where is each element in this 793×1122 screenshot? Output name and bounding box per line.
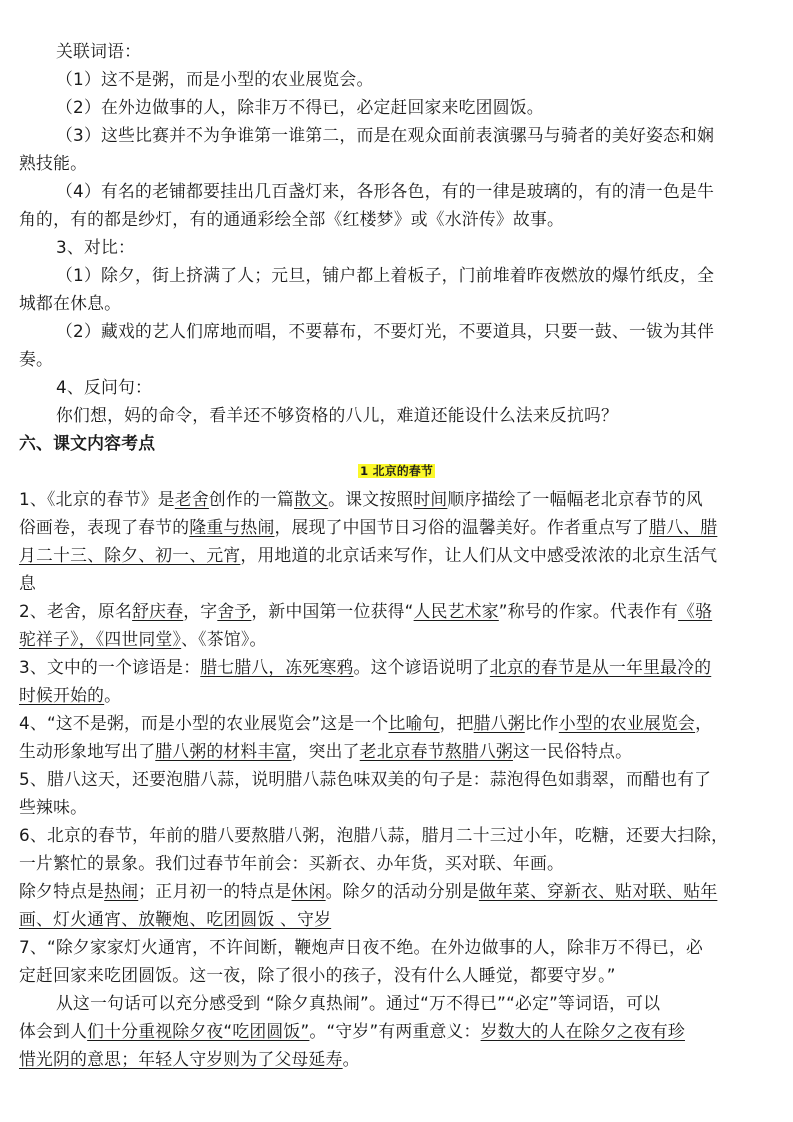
contrast-1-cont [19, 292, 121, 314]
text-segment: （1）这不是粥，而是小型的农业展览会。 [56, 69, 374, 89]
text-segment: 关联词语： [56, 41, 142, 61]
text-segment: ；正月初一的特点是 [138, 881, 292, 901]
underlined-phrase: 岁数大的人在除夕之夜有珍 [480, 1021, 685, 1041]
text-segment: （1）除夕，街上挤满了人；元旦，铺户都上着板子，门前堆着昨夜燃放的爆竹纸皮，全 [56, 265, 715, 285]
point-1-cont [19, 516, 717, 538]
text-segment: 、《茶馆》。 [181, 629, 267, 649]
point-5-cont [19, 796, 87, 818]
contrast-1 [56, 264, 714, 286]
heading-conjunctions [56, 40, 141, 62]
point-5 [19, 768, 711, 790]
contrast-2 [56, 320, 714, 342]
point-2-cont [19, 628, 267, 650]
text-segment: 生动形象地写出了 [19, 741, 156, 761]
text-segment: 俗画卷，表现了春节的 [19, 517, 190, 537]
underlined-phrase: 人民艺术家 [413, 601, 499, 621]
text-segment: ，新中国第一位获得“ [251, 601, 414, 621]
sentence-4-cont [19, 208, 564, 230]
point-6-features [19, 880, 717, 902]
sentence-4 [56, 180, 714, 202]
point-3 [19, 656, 711, 678]
underlined-phrase: 舒庆春 [132, 601, 184, 621]
underlined-phrase: 隆重与热闹 [189, 517, 275, 537]
point-1-cont3 [19, 572, 36, 594]
lesson-title-highlight [358, 464, 435, 478]
text-segment: 3、文中的一个谚语是： [19, 657, 201, 677]
text-segment: 顺序描绘了一幅幅老北京春节的风 [447, 489, 703, 509]
underlined-phrase: 腊八粥 [473, 713, 525, 733]
text-segment: 。除夕的活动分别是 [325, 881, 479, 901]
lesson-title [0, 460, 793, 482]
underlined-phrase: 时间 [413, 489, 448, 509]
underlined-phrase: 比喻句 [388, 713, 440, 733]
point-4 [19, 712, 712, 734]
text-segment: 2、老舍，原名 [19, 601, 133, 621]
point-7 [19, 936, 703, 958]
underlined-phrase: 老北京春节熬腊八粥 [359, 741, 513, 761]
sentence-2 [56, 96, 544, 118]
section-heading [19, 432, 155, 454]
heading-rhetorical-question [56, 376, 152, 398]
text-segment: 。课文按照 [328, 489, 414, 509]
sentence-3 [56, 124, 714, 146]
point-2 [19, 600, 712, 622]
text-segment: 。 [342, 1049, 360, 1069]
point-7-analysis-cont [19, 1020, 685, 1042]
text-segment: 4、反问句： [56, 377, 153, 397]
text-segment: 奏。 [19, 349, 54, 369]
underlined-phrase: 小型的农业展览会 [558, 713, 696, 733]
text-segment: ，用地道的北京话来写作，让人们从文中感受浓浓的北京生活气 [240, 545, 718, 565]
text-segment: 4、“这不是粥，而是小型的农业展览会”这是一个 [19, 713, 389, 733]
point-4-cont [19, 740, 632, 762]
underlined-phrase: 北京的春节是从一年里最冷的 [489, 657, 712, 677]
text-segment: ，突出了 [291, 741, 360, 761]
text-segment: ，把 [439, 713, 474, 733]
underlined-phrase: 散文 [294, 489, 329, 509]
text-segment: 。 [104, 685, 122, 705]
underlined-phrase: 热闹 [104, 881, 139, 901]
rhetorical-question [56, 404, 618, 426]
text-segment: 1 北京的春节 [359, 464, 434, 478]
underlined-phrase: 们十分重视除夕夜“吃团圆饭” [87, 1021, 310, 1041]
text-segment: （2）在外边做事的人，除非万不得已，必定赶回家来吃团圆饭。 [56, 97, 544, 117]
text-segment: 你们想，妈的命令，看羊还不够资格的八儿，难道还能设什么法来反抗吗？ [56, 405, 619, 425]
underlined-phrase: 休闲 [291, 881, 326, 901]
text-segment: 3、对比： [56, 237, 136, 257]
text-segment: 这一民俗特点。 [512, 741, 633, 761]
underlined-phrase: 月二十三、除夕、初一、元宵 [19, 545, 241, 565]
underlined-phrase: 老舍 [174, 489, 209, 509]
text-segment: 。这个谚语说明了 [353, 657, 490, 677]
point-6 [19, 824, 728, 846]
heading-contrast [56, 236, 135, 258]
underlined-phrase: 腊七腊八，冻死寒鸦 [200, 657, 354, 677]
text-segment: 创作的一篇 [208, 489, 295, 509]
text-segment: 比作 [524, 713, 559, 733]
text-segment: 5、腊八这天，还要泡腊八蒜，说明腊八蒜色味双美的句子是：蒜泡得色如翡翠，而醋也有了 [19, 769, 712, 789]
text-segment: 六、课文内容考点 [19, 433, 156, 453]
text-segment: 1、《北京的春节》是 [19, 489, 175, 509]
underlined-phrase: 驼祥子》，《四世同堂》 [19, 629, 182, 649]
text-segment: 角的，有的都是纱灯，有的通通彩绘全部《红楼梦》或《水浒传》故事。 [19, 209, 565, 229]
underlined-phrase: 画、灯火通宵、放鞭炮、吃团圆饭 、守岁 [19, 909, 332, 929]
point-7-analysis [56, 992, 660, 1014]
text-segment: ，展现了中国节日习俗的温馨美好。作者重点写了 [274, 517, 650, 537]
text-segment: ， [695, 713, 713, 733]
text-segment: （4）有名的老铺都要挂出几百盏灯来，各形各色，有的一律是玻璃的，有的清一色是牛 [56, 181, 715, 201]
contrast-2-cont [19, 348, 53, 370]
point-6-cont [19, 852, 564, 874]
text-segment: 城都在休息。 [19, 293, 122, 313]
sentence-3-cont [19, 152, 87, 174]
point-6-features-cont [19, 908, 331, 930]
text-segment: 。“守岁”有两重意义： [309, 1021, 481, 1041]
text-segment: 从这一句话可以充分感受到 “除夕真热闹”。通过“万不得已”“必定”等词语，可以 [56, 993, 661, 1013]
text-segment: 些辣味。 [19, 797, 88, 817]
text-segment: 一片繁忙的景象。我们过春节年前会：买新衣、办年货，买对联、年画。 [19, 853, 565, 873]
text-segment: 息 [19, 573, 37, 593]
text-segment: 7、“除夕家家灯火通宵，不许间断，鞭炮声日夜不绝。在外边做事的人，除非万不得已，必 [19, 937, 704, 957]
underlined-phrase: 舍予 [217, 601, 252, 621]
text-segment: （3）这些比赛并不为争谁第一谁第二，而是在观众面前表演骡马与骑者的美好姿态和娴 [56, 125, 715, 145]
text-segment: 体会到人 [19, 1021, 88, 1041]
text-segment: 定赶回家来吃团圆饭。这一夜，除了很小的孩子，没有什么人睡觉，都要守岁。” [19, 965, 616, 985]
underlined-phrase: 腊八、腊 [649, 517, 718, 537]
text-segment: ，字 [183, 601, 218, 621]
point-1-cont2 [19, 544, 717, 566]
underlined-phrase: 做年菜、穿新衣、贴对联、贴年 [478, 881, 718, 901]
point-7-analysis-cont2 [19, 1048, 360, 1070]
underlined-phrase: 时候开始的 [19, 685, 105, 705]
underlined-phrase: 腊八粥的材料丰富 [155, 741, 292, 761]
sentence-1 [56, 68, 374, 90]
text-segment: 除夕特点是 [19, 881, 105, 901]
text-segment: 6、北京的春节，年前的腊八要熬腊八粥，泡腊八蒜，腊月二十三过小年，吃糖，还要大扫除， [19, 825, 729, 845]
text-segment: （2）藏戏的艺人们席地而唱，不要幕布，不要灯光，不要道具，只要一鼓、一钹为其伴 [56, 321, 715, 341]
text-segment: ”称号的作家。代表作有 [498, 601, 679, 621]
text-segment: 熟技能。 [19, 153, 88, 173]
point-1 [19, 488, 703, 510]
point-7-cont [19, 964, 616, 986]
point-3-cont [19, 684, 121, 706]
underlined-phrase: 惜光阴的意思；年轻人守岁则为了父母延寿 [19, 1049, 343, 1069]
underlined-phrase: 《骆 [678, 601, 713, 621]
